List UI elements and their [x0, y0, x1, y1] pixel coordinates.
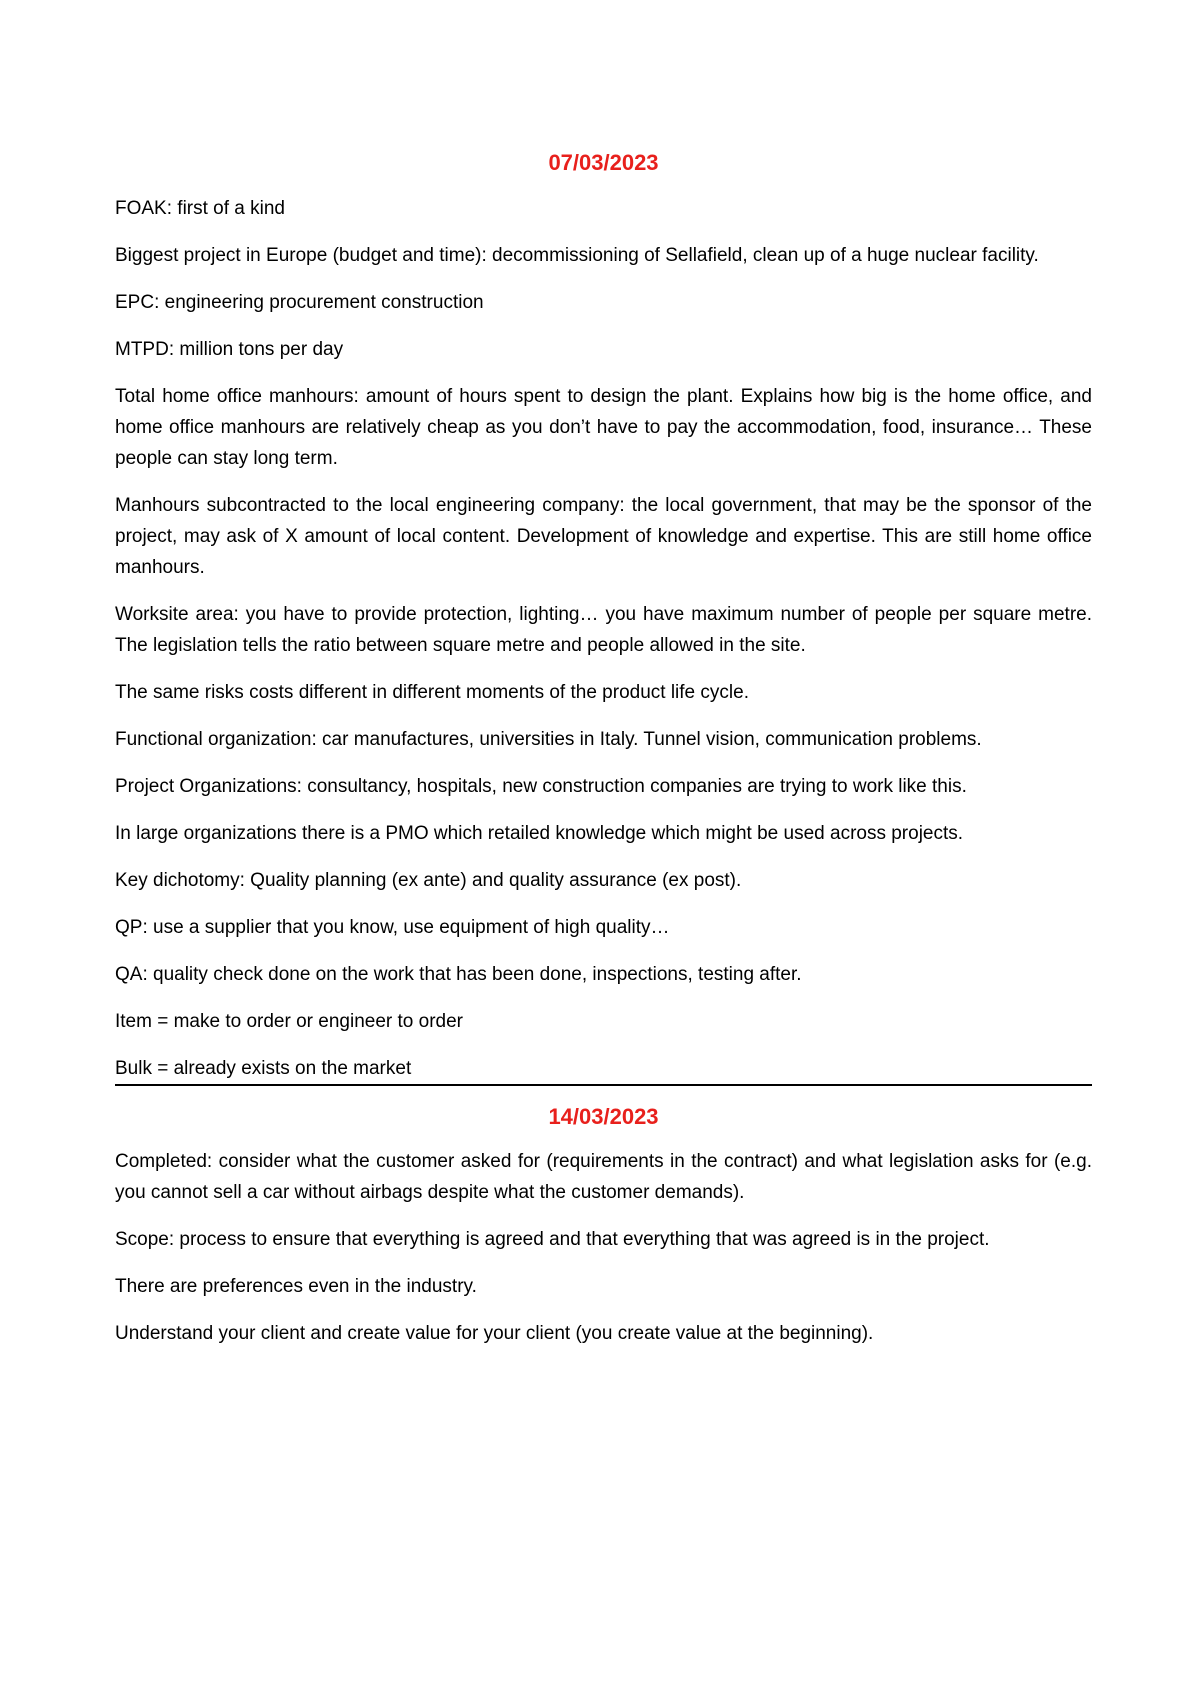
- date-heading: 14/03/2023: [548, 1104, 659, 1129]
- note-paragraph: Manhours subcontracted to the local engineering company: the local government, that may be the sponsor of the project, may ask of X amount of local content. Development of knowledge and expertise. This are still home office manhours.: [115, 495, 1092, 578]
- document-page: [115, 0, 1092, 1365]
- note-paragraph: The same risks costs different in different moments of the product life cycle.: [115, 682, 749, 703]
- note-paragraph: Biggest project in Europe (budget and time): decommissioning of Sellafield, clean up of a huge nuclear facility.: [115, 245, 1039, 266]
- note-paragraph: Total home office manhours: amount of hours spent to design the plant. Explains how big is the home office, and home office manhours are relatively cheap as you don’t have to pay the accommodation, food, insurance… These people can stay long term.: [115, 386, 1092, 469]
- note-paragraph: EPC: engineering procurement construction: [115, 292, 484, 313]
- note-paragraph: Worksite area: you have to provide protection, lighting… you have maximum number of people per square metre. The legislation tells the ratio between square metre and people allowed in the site.: [115, 604, 1092, 656]
- note-paragraph: Completed: consider what the customer asked for (requirements in the contract) and what legislation asks for (e.g. you cannot sell a car without airbags despite what the customer demands).: [115, 1151, 1092, 1203]
- note-paragraph: Bulk = already exists on the market: [115, 1058, 412, 1079]
- note-paragraph: MTPD: million tons per day: [115, 339, 344, 360]
- note-paragraph: QP: use a supplier that you know, use equipment of high quality…: [115, 917, 670, 938]
- note-paragraph: QA: quality check done on the work that has been done, inspections, testing after.: [115, 964, 802, 985]
- note-paragraph: Scope: process to ensure that everything is agreed and that everything that was agreed is in the project.: [115, 1229, 990, 1250]
- section-notes: [115, 1146, 1092, 1349]
- note-paragraph: Functional organization: car manufactures, universities in Italy. Tunnel vision, communication problems.: [115, 729, 982, 750]
- note-paragraph: Item = make to order or engineer to order: [115, 1011, 463, 1032]
- note-paragraph: There are preferences even in the industry.: [115, 1276, 477, 1297]
- note-paragraph: FOAK: first of a kind: [115, 198, 285, 219]
- section-notes: [115, 193, 1092, 1084]
- note-paragraph: Key dichotomy: Quality planning (ex ante) and quality assurance (ex post).: [115, 870, 742, 891]
- note-paragraph: Project Organizations: consultancy, hospitals, new construction companies are trying to work like this.: [115, 776, 967, 797]
- note-paragraph: In large organizations there is a PMO which retailed knowledge which might be used across projects.: [115, 823, 964, 844]
- date-heading: 07/03/2023: [548, 150, 659, 175]
- note-paragraph: Understand your client and create value for your client (you create value at the beginning).: [115, 1323, 874, 1344]
- section-divider: [115, 1084, 1092, 1086]
